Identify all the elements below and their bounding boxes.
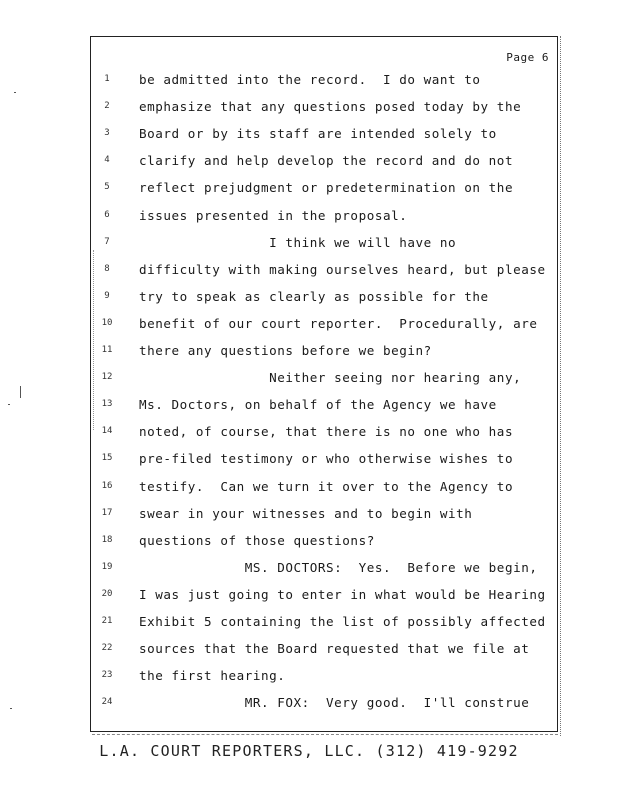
transcript-line — [91, 369, 559, 387]
line-number: 9 — [104, 290, 110, 301]
line-text: reflect prejudgment or predetermination on the — [139, 180, 514, 196]
line-number: 7 — [104, 236, 110, 247]
line-text: the first hearing. — [139, 668, 286, 684]
line-text: Ms. Doctors, on behalf of the Agency we have — [139, 397, 497, 413]
line-text: there any questions before we begin? — [139, 343, 432, 358]
scan-mark — [14, 92, 16, 93]
line-text: difficulty with making ourselves heard, but please — [139, 261, 546, 277]
transcript-line — [91, 234, 559, 252]
line-number: 13 — [101, 399, 113, 410]
line-number: 19 — [101, 561, 113, 572]
transcript-line — [91, 450, 559, 468]
scan-mark — [20, 386, 21, 398]
line-number: 23 — [101, 670, 113, 681]
line-text: noted, of course, that there is no one who has — [139, 424, 514, 440]
transcript-line — [91, 396, 559, 414]
line-number: 3 — [104, 128, 110, 139]
line-text: testify. Can we turn it over to the Agency to — [139, 478, 514, 494]
line-text: I was just going to enter in what would be Hearing — [139, 586, 546, 602]
transcript-line — [91, 207, 559, 225]
line-text: Neither seeing nor hearing any, — [139, 370, 522, 386]
transcript-line — [91, 71, 559, 89]
transcript-line — [91, 640, 559, 658]
scan-mark — [10, 708, 12, 709]
scan-mark — [8, 404, 10, 405]
line-text: emphasize that any questions posed today by the — [139, 99, 522, 115]
transcript-page — [90, 36, 558, 732]
line-number: 17 — [101, 507, 113, 518]
line-number: 18 — [101, 534, 113, 545]
line-text: issues presented in the proposal. — [139, 207, 408, 223]
line-number: 6 — [104, 209, 110, 220]
transcript-line — [91, 559, 559, 577]
line-number: 5 — [104, 182, 110, 193]
line-number: 4 — [104, 155, 110, 166]
transcript-line — [91, 152, 559, 170]
line-text: be admitted into the record. I do want to — [139, 72, 481, 87]
line-number: 8 — [104, 263, 110, 274]
line-text: questions of those questions? — [139, 532, 375, 548]
line-number: 14 — [101, 426, 113, 437]
line-number: 21 — [101, 616, 113, 626]
line-number: 22 — [101, 643, 113, 654]
transcript-line — [91, 613, 559, 631]
transcript-line — [91, 505, 559, 523]
line-number: 12 — [101, 372, 113, 383]
line-number: 15 — [101, 453, 113, 464]
line-text: pre-filed testimony or who otherwise wishes to — [139, 451, 514, 467]
line-text: MR. FOX: Very good. I'll construe — [139, 695, 530, 711]
line-text: Exhibit 5 containing the list of possibly affected — [139, 614, 546, 629]
line-number: 2 — [104, 101, 110, 112]
transcript-line — [91, 288, 559, 306]
transcript-line — [91, 667, 559, 685]
line-text: benefit of our court reporter. Procedurally, are — [139, 315, 538, 331]
right-margin-rule — [560, 36, 562, 736]
page-number: Page 6 — [506, 51, 549, 64]
line-number: 11 — [101, 345, 113, 355]
transcript-line — [91, 586, 559, 604]
line-text: Board or by its staff are intended solely to — [139, 126, 497, 142]
line-number: 1 — [104, 74, 110, 84]
line-text: try to speak as clearly as possible for the — [139, 288, 489, 304]
line-text: swear in your witnesses and to begin with — [139, 505, 473, 521]
transcript-line — [91, 315, 559, 333]
line-number: 10 — [101, 317, 113, 328]
transcript-line — [91, 125, 559, 143]
line-number: 16 — [101, 480, 113, 491]
transcript-line — [91, 423, 559, 441]
transcript-line — [91, 179, 559, 197]
transcript-line — [91, 98, 559, 116]
line-number: 24 — [101, 697, 113, 708]
footer-reporter: L.A. COURT REPORTERS, LLC. (312) 419-9292 — [99, 742, 519, 760]
transcript-line — [91, 342, 559, 360]
line-text: clarify and help develop the record and do not — [139, 153, 514, 169]
line-text: I think we will have no — [139, 234, 457, 250]
transcript-line — [91, 694, 559, 712]
bottom-rule — [92, 734, 558, 736]
transcript-line — [91, 478, 559, 496]
line-number: 20 — [101, 588, 113, 599]
transcript-line — [91, 532, 559, 550]
transcript-line — [91, 261, 559, 279]
line-text: sources that the Board requested that we file at — [139, 641, 530, 657]
line-text: MS. DOCTORS: Yes. Before we begin, — [139, 559, 538, 575]
